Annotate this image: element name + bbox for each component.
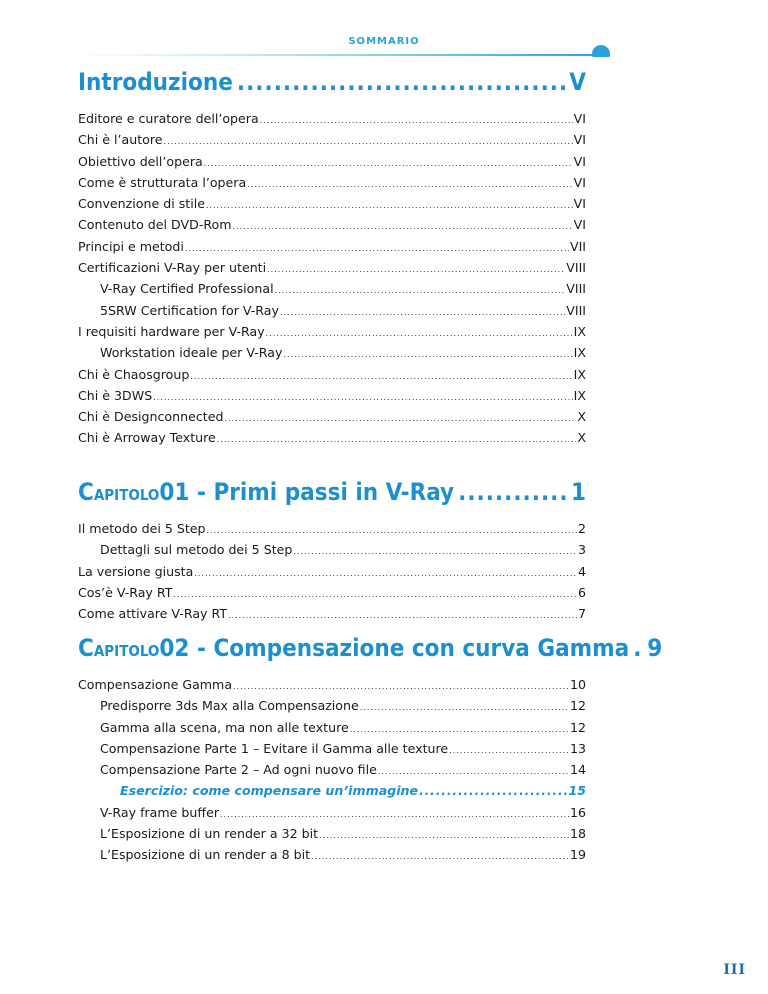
toc-entry-page: 15 [568, 783, 586, 799]
dot-leader [173, 584, 577, 605]
toc-entry[interactable] [78, 738, 586, 759]
toc-entry[interactable] [78, 278, 586, 299]
dot-leader [280, 302, 565, 323]
chapter-heading [78, 474, 586, 510]
dot-leader [378, 761, 569, 782]
running-head: SOMMARIO [348, 36, 420, 47]
toc-entry-page: 4 [577, 563, 586, 579]
chapter-heading [78, 630, 663, 666]
toc-entry-page: VIII [566, 281, 586, 297]
dot-leader [247, 174, 572, 195]
toc-entry-page: X [577, 430, 586, 446]
chapter-prefix: CAPITOLO [78, 634, 160, 662]
dot-leader [458, 474, 567, 510]
toc-entry-page: 14 [569, 762, 586, 778]
dot-leader [194, 563, 577, 584]
toc-entry-label: L’Esposizione di un render a 8 bit [100, 847, 311, 863]
dot-leader [319, 825, 569, 846]
toc-entry[interactable] [78, 717, 586, 738]
toc-entry-label: V-Ray Certified Professional [100, 281, 274, 297]
dot-leader [237, 64, 565, 100]
toc-entry-page: 2 [577, 521, 586, 536]
dot-leader [153, 387, 572, 408]
toc-entry-page: VI [573, 132, 586, 148]
toc-entry-label: V-Ray frame buffer [100, 804, 219, 820]
dot-leader [207, 520, 577, 541]
dot-leader [204, 153, 573, 174]
toc-entry-label: Convenzione di stile [78, 196, 205, 212]
toc-entry-label: Come attivare V-Ray RT [78, 606, 228, 622]
toc-entry-page: VIII [566, 302, 586, 318]
toc-entry-label: Compensazione Parte 2 – Ad ogni nuovo file [100, 762, 377, 778]
toc-entry-page: 3 [577, 542, 586, 558]
dot-leader [233, 216, 573, 237]
toc-entry[interactable] [78, 561, 586, 582]
toc-entry-label: Compensazione Gamma [78, 677, 233, 692]
toc-entry-label: Chi è l’autore [78, 132, 163, 148]
chapter-page: 9 [647, 634, 663, 662]
chapter-title: Introduzione [78, 68, 233, 96]
toc-entry[interactable] [78, 802, 586, 823]
dot-leader [275, 280, 566, 301]
toc-entry-page: IX [573, 323, 586, 339]
dot-leader [185, 238, 569, 259]
toc-entry-page: 18 [569, 826, 586, 842]
toc-entry[interactable] [78, 674, 586, 695]
toc-entry-page: 12 [569, 698, 586, 714]
toc-entry-page: IX [573, 366, 586, 382]
toc-entry-label: Cos’è V-Ray RT [78, 584, 173, 600]
toc-entry[interactable] [78, 151, 586, 172]
dot-leader [633, 630, 643, 666]
toc-entry-page: 10 [569, 677, 586, 692]
toc-entry[interactable] [78, 193, 586, 214]
toc-entry-label: 5SRW Certification for V-Ray [100, 302, 279, 318]
chapter-page: V [569, 68, 586, 96]
toc-entry-label: I requisiti hardware per V-Ray [78, 323, 265, 339]
toc-entry-page: VI [573, 153, 586, 169]
toc-entry-label: La versione giusta [78, 563, 194, 579]
toc-section-capitolo-01 [78, 474, 586, 624]
toc-entry-label: Dettagli sul metodo dei 5 Step [100, 542, 293, 558]
toc-entry-page: VII [569, 238, 586, 254]
toc-entry[interactable] [78, 823, 586, 844]
toc-entry-label: Principi e metodi [78, 238, 184, 254]
toc-entry[interactable] [78, 321, 586, 342]
dot-leader [267, 259, 565, 280]
chapter-title: 02 - Compensazione con curva Gamma [159, 634, 630, 662]
toc-entry[interactable] [78, 759, 586, 780]
toc-entry-page: 6 [577, 584, 586, 600]
dot-leader [228, 605, 577, 626]
toc-entry[interactable] [78, 539, 586, 560]
toc-entry-label: Contenuto del DVD-Rom [78, 217, 232, 233]
toc-entry[interactable] [78, 844, 586, 865]
toc-entry-page: VI [573, 196, 586, 212]
toc-entry-label: Come è strutturata l’opera [78, 174, 247, 190]
toc-entry[interactable] [78, 257, 586, 278]
toc-entry-label: Chi è 3DWS [78, 387, 153, 403]
toc-entry-label: Predisporre 3ds Max alla Compensazione [100, 698, 359, 714]
toc-entry-label: L’Esposizione di un render a 32 bit [100, 826, 319, 842]
dot-leader [260, 110, 573, 131]
toc-entry[interactable] [78, 108, 586, 129]
dot-leader [233, 676, 569, 697]
toc-entry[interactable] [78, 427, 586, 448]
toc-entry[interactable] [78, 780, 586, 801]
header-tab-ornament [592, 45, 610, 57]
toc-entry[interactable] [78, 172, 586, 193]
toc-entry-page: IX [573, 387, 586, 403]
toc-entry-label: Chi è Designconnected [78, 409, 224, 425]
dot-leader [449, 740, 569, 761]
dot-leader [190, 366, 572, 387]
toc-entry[interactable] [78, 300, 586, 321]
dot-leader [220, 804, 569, 825]
dot-leader [419, 781, 567, 802]
toc-entry[interactable] [78, 129, 586, 150]
toc-entry-page: 7 [577, 606, 586, 622]
dot-leader [206, 195, 573, 216]
toc-entry[interactable] [78, 236, 586, 257]
toc-entry[interactable] [78, 406, 586, 427]
toc-section-capitolo-02 [78, 630, 663, 866]
toc-entry-label: Chi è Arroway Texture [78, 430, 216, 446]
toc-entry-page: X [577, 409, 586, 425]
toc-entry-label: Workstation ideale per V-Ray [100, 345, 283, 361]
toc-entry-label: Compensazione Parte 1 – Evitare il Gamma alle texture [100, 740, 449, 756]
toc-entry-label: Gamma alla scena, ma non alle texture [100, 719, 349, 735]
dot-leader [283, 344, 572, 365]
chapter-page: 1 [570, 478, 586, 506]
toc-entry[interactable] [78, 342, 586, 363]
dot-leader [266, 323, 573, 344]
toc-entry[interactable] [78, 603, 586, 624]
dot-leader [350, 719, 569, 740]
toc-entry[interactable] [78, 582, 586, 603]
toc-entry-label: Chi è Chaosgroup [78, 366, 190, 382]
toc-entry-page: 13 [569, 740, 586, 756]
toc-section-introduzione [78, 64, 586, 449]
dot-leader [293, 541, 577, 562]
toc-entry-label: Esercizio: come compensare un’immagine [120, 783, 419, 799]
toc-entry-label: Certificazioni V-Ray per utenti [78, 260, 267, 276]
header-rule [78, 54, 598, 56]
toc-entry-page: VI [573, 111, 586, 126]
toc-entry[interactable] [78, 695, 586, 716]
toc-entry-label: Il metodo dei 5 Step [78, 521, 206, 536]
toc-entry[interactable] [78, 364, 586, 385]
toc-entry-page: 19 [569, 847, 586, 863]
toc-entry-page: VIII [566, 260, 586, 276]
chapter-title: 01 - Primi passi in V-Ray [159, 478, 455, 506]
page-number: III [723, 962, 746, 978]
toc-entry-page: 16 [569, 804, 586, 820]
toc-entry[interactable] [78, 385, 586, 406]
toc-entry-page: IX [573, 345, 586, 361]
dot-leader [311, 846, 569, 867]
dot-leader [360, 697, 569, 718]
toc-entry-page: VI [573, 217, 586, 233]
toc-entry[interactable] [78, 214, 586, 235]
dot-leader [217, 429, 577, 450]
dot-leader [164, 131, 573, 152]
toc-entry-page: 12 [569, 719, 586, 735]
toc-entry[interactable] [78, 518, 586, 539]
dot-leader [224, 408, 576, 429]
chapter-heading [78, 64, 586, 100]
toc-entry-page: VI [573, 174, 586, 190]
toc-entry-label: Editore e curatore dell’opera [78, 111, 259, 126]
chapter-prefix: CAPITOLO [78, 478, 160, 506]
toc-entry-label: Obiettivo dell’opera [78, 153, 203, 169]
